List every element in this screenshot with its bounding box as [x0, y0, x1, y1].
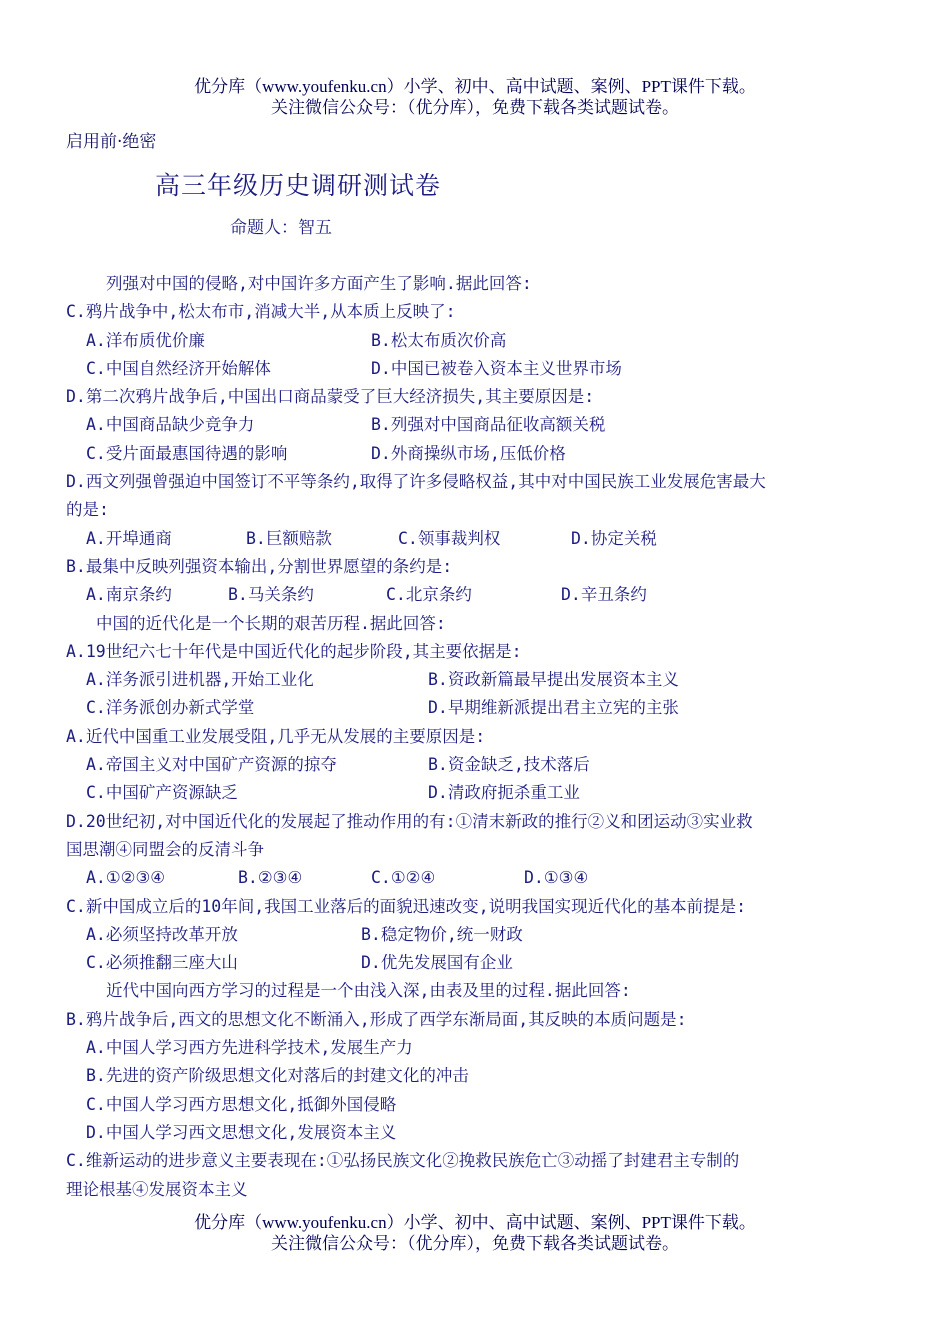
option-b: B.马关条约 — [228, 585, 314, 605]
banner-line-1: 优分库（www.youfenku.cn）小学、初中、高中试题、案例、PPT课件下载。 — [194, 1213, 756, 1232]
option-b: B.先进的资产阶级思想文化对落后的封建文化的冲击 — [86, 1066, 469, 1086]
option-row — [66, 411, 886, 439]
option-d: D.早期维新派提出君主立宪的主张 — [428, 698, 679, 718]
footer-banner — [0, 1212, 950, 1254]
option-b: B.稳定物价,统一财政 — [361, 924, 523, 944]
option-a: A.开埠通商 — [86, 528, 172, 548]
option-b: B.②③④ — [238, 868, 303, 888]
question-stem-10-cont: 理论根基④发展资本主义 — [66, 1179, 248, 1199]
option-a: A.南京条约 — [86, 585, 172, 605]
question-stem-10: C.维新运动的进步意义主要表现在:①弘扬民族文化②挽救民族危亡③动摇了封建君主专制的 — [66, 1151, 740, 1171]
option-b: B.巨额赔款 — [246, 528, 332, 548]
author-line: 命题人：智五 — [230, 218, 332, 238]
option-row — [66, 949, 886, 977]
option-d: D.中国人学习西文思想文化,发展资本主义 — [86, 1122, 397, 1142]
option-c: C.①②④ — [371, 868, 436, 888]
option-row — [66, 581, 886, 609]
option-c: C.中国自然经济开始解体 — [86, 358, 271, 378]
option-d: D.优先发展国有企业 — [361, 953, 513, 973]
question-stem-4: B.最集中反映列强资本输出,分割世界愿望的条约是: — [66, 556, 453, 576]
header-banner — [0, 76, 950, 118]
option-row — [66, 440, 886, 468]
option-b: B.列强对中国商品征收高额关税 — [371, 415, 606, 435]
question-stem-3-cont: 的是: — [66, 500, 109, 520]
question-stem-6: A.近代中国重工业发展受阻,几乎无从发展的主要原因是: — [66, 726, 486, 746]
option-d: D.中国已被卷入资本主义世界市场 — [371, 358, 622, 378]
question-stem-7-cont: 国思潮④同盟会的反清斗争 — [66, 839, 264, 859]
option-b: B.资金缺乏,技术落后 — [428, 755, 590, 775]
option-row — [66, 666, 886, 694]
option-row — [66, 327, 886, 355]
question-stem-1: C.鸦片战争中,松太布市,消减大半,从本质上反映了: — [66, 302, 456, 322]
section-intro-1: 列强对中国的侵略,对中国许多方面产生了影响.据此回答: — [106, 274, 532, 293]
option-d: D.外商操纵市场,压低价格 — [371, 443, 566, 463]
banner-line-2: 关注微信公众号：（优分库），免费下载各类试题试卷。 — [271, 98, 679, 117]
option-c: C.中国矿产资源缺乏 — [86, 783, 238, 803]
option-c: C.中国人学习西方思想文化,抵御外国侵略 — [86, 1094, 397, 1114]
confidential-label: 启用前·绝密 — [66, 132, 157, 152]
option-row — [66, 864, 886, 892]
option-d: D.辛丑条约 — [561, 585, 647, 605]
option-d: D.①③④ — [524, 868, 589, 888]
question-stem-8: C.新中国成立后的10年间,我国工业落后的面貌迅速改变,说明我国实现近代化的基本前提是: — [66, 896, 747, 916]
page-title: 高三年级历史调研测试卷 — [155, 171, 442, 200]
option-b: B.资政新篇最早提出发展资本主义 — [428, 670, 679, 690]
option-a: A.洋布质优价廉 — [86, 330, 205, 350]
option-a: A.中国人学习西方先进科学技术,发展生产力 — [86, 1038, 413, 1058]
option-c: C.洋务派创办新式学堂 — [86, 698, 255, 718]
section-intro-3: 近代中国向西方学习的过程是一个由浅入深,由表及里的过程.据此回答: — [106, 981, 631, 1001]
option-a: A.①②③④ — [86, 868, 166, 888]
option-d: D.清政府扼杀重工业 — [428, 783, 580, 803]
option-a: A.必须坚持改革开放 — [86, 924, 238, 944]
banner-line-2: 关注微信公众号：（优分库），免费下载各类试题试卷。 — [271, 1234, 679, 1253]
question-stem-5: A.19世纪六七十年代是中国近代化的起步阶段,其主要依据是: — [66, 641, 522, 661]
option-row — [66, 694, 886, 722]
option-a: A.中国商品缺少竞争力 — [86, 415, 255, 435]
option-c: C.领事裁判权 — [398, 528, 501, 548]
option-d: D.协定关税 — [571, 528, 657, 548]
option-b: B.松太布质次价高 — [371, 330, 507, 350]
banner-line-1: 优分库（www.youfenku.cn）小学、初中、高中试题、案例、PPT课件下载。 — [194, 77, 756, 96]
question-stem-3: D.西文列强曾强迫中国签订不平等条约,取得了许多侵略权益,其中对中国民族工业发展危害最大 — [66, 472, 766, 492]
option-row — [66, 751, 886, 779]
option-row — [66, 355, 886, 383]
option-row — [66, 525, 886, 553]
question-body — [66, 270, 886, 1204]
question-stem-9: B.鸦片战争后,西文的思想文化不断涌入,形成了西学东渐局面,其反映的本质问题是: — [66, 1009, 687, 1029]
section-intro-2: 中国的近代化是一个长期的艰苦历程.据此回答: — [96, 613, 446, 633]
option-c: C.必须推翻三座大山 — [86, 953, 238, 973]
question-stem-2: D.第二次鸦片战争后,中国出口商品蒙受了巨大经济损失,其主要原因是: — [66, 387, 595, 407]
option-row — [66, 921, 886, 949]
question-stem-7: D.20世纪初,对中国近代化的发展起了推动作用的有:①清末新政的推行②义和团运动③实业救 — [66, 811, 753, 831]
option-c: C.受片面最惠国待遇的影响 — [86, 443, 288, 463]
option-a: A.洋务派引进机器,开始工业化 — [86, 670, 314, 690]
option-row — [66, 779, 886, 807]
option-a: A.帝国主义对中国矿产资源的掠夺 — [86, 755, 337, 775]
option-c: C.北京条约 — [386, 585, 472, 605]
